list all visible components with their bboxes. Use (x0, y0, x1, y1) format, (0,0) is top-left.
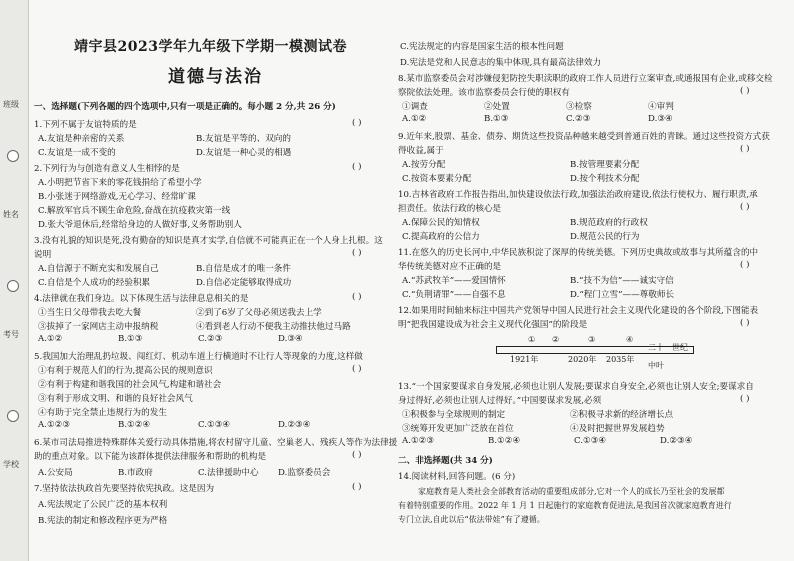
q5-stem: 5.我国加大治理乱扔垃圾、闯红灯、机动车道上行横道时不让行人等现象的力度,这样做 (34, 352, 363, 362)
q14-material-line1: 家庭教育是人类社会全部教育活动的重要组成部分,它对一个人的成长乃至社会的发展都 (418, 487, 725, 496)
timeline-marker-3: ③ (588, 335, 596, 344)
q13-item-2: ②积极寻求新的经济增长点 (570, 410, 674, 420)
q9-option-d: D.按个利技术分配 (570, 174, 640, 184)
q8-item-3: ③检察 (566, 102, 592, 112)
q1-option-d: D.友谊是一种心灵的相遇 (196, 148, 292, 158)
q2-option-a: A.小明把节省下来的零花钱捐给了希望小学 (38, 178, 202, 188)
timeline-marker-4: ④ (626, 335, 634, 344)
q3-option-b: B.自信是成才的唯一条件 (196, 264, 291, 274)
answer-paren: ( ) (740, 86, 750, 96)
answer-paren: ( ) (740, 318, 750, 328)
q2-option-b: B.小张迷于网络游戏,无心学习、经常旷课 (38, 192, 196, 202)
timeline-label-2020: 2020年 (568, 355, 597, 364)
binding-margin (0, 0, 29, 561)
q11-stem: 11.在悠久的历史长河中,中华民族积淀了深厚的传统美德。下列历史典故或故事与其所蕴含的中 (398, 248, 759, 258)
answer-paren: ( ) (352, 364, 362, 374)
q10-option-d: D.规范公民的行为 (570, 232, 640, 242)
q13-option-b: B.①②④ (488, 436, 521, 446)
q1-option-b: B.友谊是平等的、双向的 (196, 134, 291, 144)
q11-option-b: B.“技不为信”——诚实守信 (570, 276, 674, 286)
q5-item-3: ③有利于形成文明、和谐的良好社会风气 (38, 394, 193, 404)
q8-option-d: D.③④ (648, 114, 673, 124)
q5-option-b: B.①②④ (118, 420, 151, 430)
binding-hole (7, 280, 19, 292)
q4-option-d: D.③④ (278, 334, 303, 344)
q12-timeline (488, 335, 698, 372)
binding-hole (7, 410, 19, 422)
q6-option-b: B.市政府 (118, 468, 153, 478)
timeline-label-1921: 1921年 (510, 355, 539, 364)
timeline-marker-2: ② (552, 335, 560, 344)
q9-option-a: A.按劳分配 (402, 160, 446, 170)
q5-option-a: A.①②③ (38, 420, 71, 430)
q7-stem: 7.坚持依法执政首先要坚持依宪执政。这是因为 (34, 484, 215, 494)
q8-option-b: B.①③ (484, 114, 509, 124)
answer-paren: ( ) (352, 162, 362, 172)
q13-option-c: C.①③④ (574, 436, 607, 446)
exam-title: 靖宇县2023学年九年级下学期一模测试卷 (74, 39, 347, 55)
q9-option-b: B.按管理要素分配 (570, 160, 640, 170)
binding-label-id: 考号 (3, 330, 19, 339)
q1-option-a: A.友谊是种亲密的关系 (38, 134, 125, 144)
q13-item-4: ④及时把握世界发展趋势 (570, 424, 665, 434)
q3-option-a: A.自信源于不断充实和发展自己 (38, 264, 159, 274)
binding-label-name: 姓名 (3, 210, 19, 219)
q4-option-b: B.①③ (118, 334, 143, 344)
q13-option-a: A.①②③ (402, 436, 435, 446)
q8-item-1: ①调查 (402, 102, 428, 112)
q6-option-a: A.公安局 (38, 468, 73, 478)
answer-paren: ( ) (740, 260, 750, 270)
binding-label-school: 学校 (3, 460, 19, 469)
binding-label-class: 班级 (3, 100, 19, 109)
q10-stem: 10.吉林省政府工作报告指出,加快建设依法行政,加强法治政府建设,依法行使权力、履行职责,承 (398, 190, 758, 200)
q13-item-1: ①积极参与全球规则的制定 (402, 410, 506, 420)
timeline-label-2035: 2035年 (606, 355, 635, 364)
q6-stem: 6.某市司法局推进特殊群体关爱行动具体措施,将农村留守儿童、空巢老人、残疾人等作为法律援 (34, 438, 398, 448)
answer-paren: ( ) (352, 292, 362, 302)
q3-option-c: C.自信是个人成功的经验积累 (38, 278, 151, 288)
subject-title: 道德与法治 (168, 67, 263, 87)
q5-item-1: ①有利于规范人们的行为,提高公民的规则意识 (38, 366, 213, 376)
q2-stem: 2.下列行为与创造有意义人生相悖的是 (34, 164, 180, 174)
q5-item-2: ②有利于构建和谐我国的社会风气,构建和谐社会 (38, 380, 222, 390)
q8-option-c: C.②③ (566, 114, 591, 124)
q8-option-a: A.①② (402, 114, 427, 124)
q3-stem: 3.没有礼貌的知识是死,没有勤奋的知识是真才实学,自信就不可能真正在一个人身上扎根。这 (34, 236, 383, 246)
q13-stem-cont: 身过得好,必须也让别人过得好。”中国要谋求发展,必须 (398, 396, 602, 406)
q7-option-d: D.宪法是党和人民意志的集中体现,具有最高法律效力 (400, 58, 602, 68)
q12-stem: 12.如果用时间轴来标注中国共产党领导中国人民进行社会主义现代化建设的各个阶段,下图能表 (398, 306, 759, 316)
q9-stem-cont: 得收益,属于 (398, 146, 444, 156)
q4-item-2: ②到了6岁了父母必须送我去上学 (196, 308, 322, 318)
q13-option-d: D.②③④ (660, 436, 693, 446)
timeline-marker-1: ① (528, 335, 536, 344)
q2-option-c: C.解放军官兵不顾生命危险,奋战在抗疫救灾第一线 (38, 206, 231, 216)
q7-option-a: A.宪法规定了公民广泛的基本权利 (38, 500, 168, 510)
q1-option-c: C.友谊是一成不变的 (38, 148, 116, 158)
q4-item-1: ①当生日父母带我去吃大餐 (38, 308, 142, 318)
q6-option-d: D.监察委员会 (278, 468, 331, 478)
answer-paren: ( ) (352, 118, 362, 128)
q10-stem-cont: 担责任。依法行政的核心是 (398, 204, 502, 214)
q4-item-3: ③拔掉了一家网店主动申报纳税 (38, 322, 159, 332)
q8-stem: 8.某市监察委员会对涉嫌侵犯防控失职渎职的政府工作人员进行立案审查,或通报国有企业,或移交检 (398, 74, 773, 84)
q1-stem: 1.下列不属于友谊特质的是 (34, 120, 137, 130)
q13-stem: 13.“一个国家要谋求自身发展,必须也让别人发展;要谋求自身安全,必须也让别人安全;要谋求自 (398, 382, 754, 392)
answer-paren: ( ) (740, 202, 750, 212)
q5-option-d: D.②③④ (278, 420, 311, 430)
q4-option-c: C.②③ (198, 334, 223, 344)
answer-paren: ( ) (352, 482, 362, 492)
q8-item-2: ②处置 (484, 102, 510, 112)
q14-material-line2: 有着特别重要的作用。2022 年 1 月 1 日起施行的家庭教育促进法,是我国首次就家庭教育进行 (398, 501, 732, 510)
q8-item-4: ④审判 (648, 102, 674, 112)
q13-item-3: ③统筹开发更加广泛放在首位 (402, 424, 514, 434)
answer-paren: ( ) (352, 248, 362, 258)
answer-paren: ( ) (740, 394, 750, 404)
q3-stem-cont: 说明 (34, 250, 52, 260)
q14-material-line3: 专门立法,自此以后“依法带娃”有了遵循。 (398, 515, 545, 524)
q14-stem: 14.阅读材料,回答问题。(6 分) (398, 472, 516, 482)
q4-stem: 4.法律就在我们身边。以下体现生活与法律息息相关的是 (34, 294, 249, 304)
timeline-label-mid: 中叶 (648, 361, 664, 370)
q11-option-c: C.“负荆请罪”——自强不息 (402, 290, 506, 300)
q2-option-d: D.张大爷退休后,经常给身边的人做好事,义务帮助别人 (38, 220, 242, 230)
q8-stem-cont: 察院依法处理。该市监察委员会行使的职权有 (398, 88, 570, 98)
q11-stem-cont: 华传统美德对应不正确的是 (398, 262, 502, 272)
q10-option-b: B.规范政府的行政权 (570, 218, 648, 228)
section2-heading: 二、非选择题(共 34 分) (398, 456, 493, 466)
timeline-label-century: 二十一世纪 (648, 343, 688, 352)
q3-option-d: D.自信必定能够取得成功 (196, 278, 292, 288)
q10-option-c: C.提高政府的公信力 (402, 232, 480, 242)
q6-stem-cont: 助的重点对象。以下能为该群体提供法律服务和帮助的机构是 (34, 452, 267, 462)
q12-stem-cont: 明“把我国建设成为社会主义现代化强国”的阶段是 (398, 320, 588, 330)
q7-option-b: B.宪法的制定和修改程序更为严格 (38, 516, 168, 526)
q4-item-4: ④看到老人行动不便我主动推扶他过马路 (196, 322, 351, 332)
answer-paren: ( ) (352, 450, 362, 460)
q5-option-c: C.①③④ (198, 420, 231, 430)
q6-option-c: C.法律援助中心 (198, 468, 259, 478)
binding-hole (7, 150, 19, 162)
q5-item-4: ④有助于完全禁止违规行为的发生 (38, 408, 167, 418)
q9-stem: 9.近年来,股票、基金、债券、期货这些投资品种越来越受到普通百姓的青睐。通过这些投资方式获 (398, 132, 770, 142)
q9-option-c: C.按资本要素分配 (402, 174, 472, 184)
q11-option-a: A.“苏武牧羊”——爱国情怀 (402, 276, 506, 286)
section1-heading: 一、选择题(下列各题的四个选项中,只有一项是正确的。每小题 2 分,共 26 分) (34, 102, 336, 112)
q10-option-a: A.保障公民的知情权 (402, 218, 480, 228)
q4-option-a: A.①② (38, 334, 63, 344)
answer-paren: ( ) (740, 144, 750, 154)
q11-option-d: D.“程门立雪”——尊敬师长 (570, 290, 675, 300)
q7-option-c: C.宪法规定的内容是国家生活的根本性问题 (400, 42, 564, 52)
